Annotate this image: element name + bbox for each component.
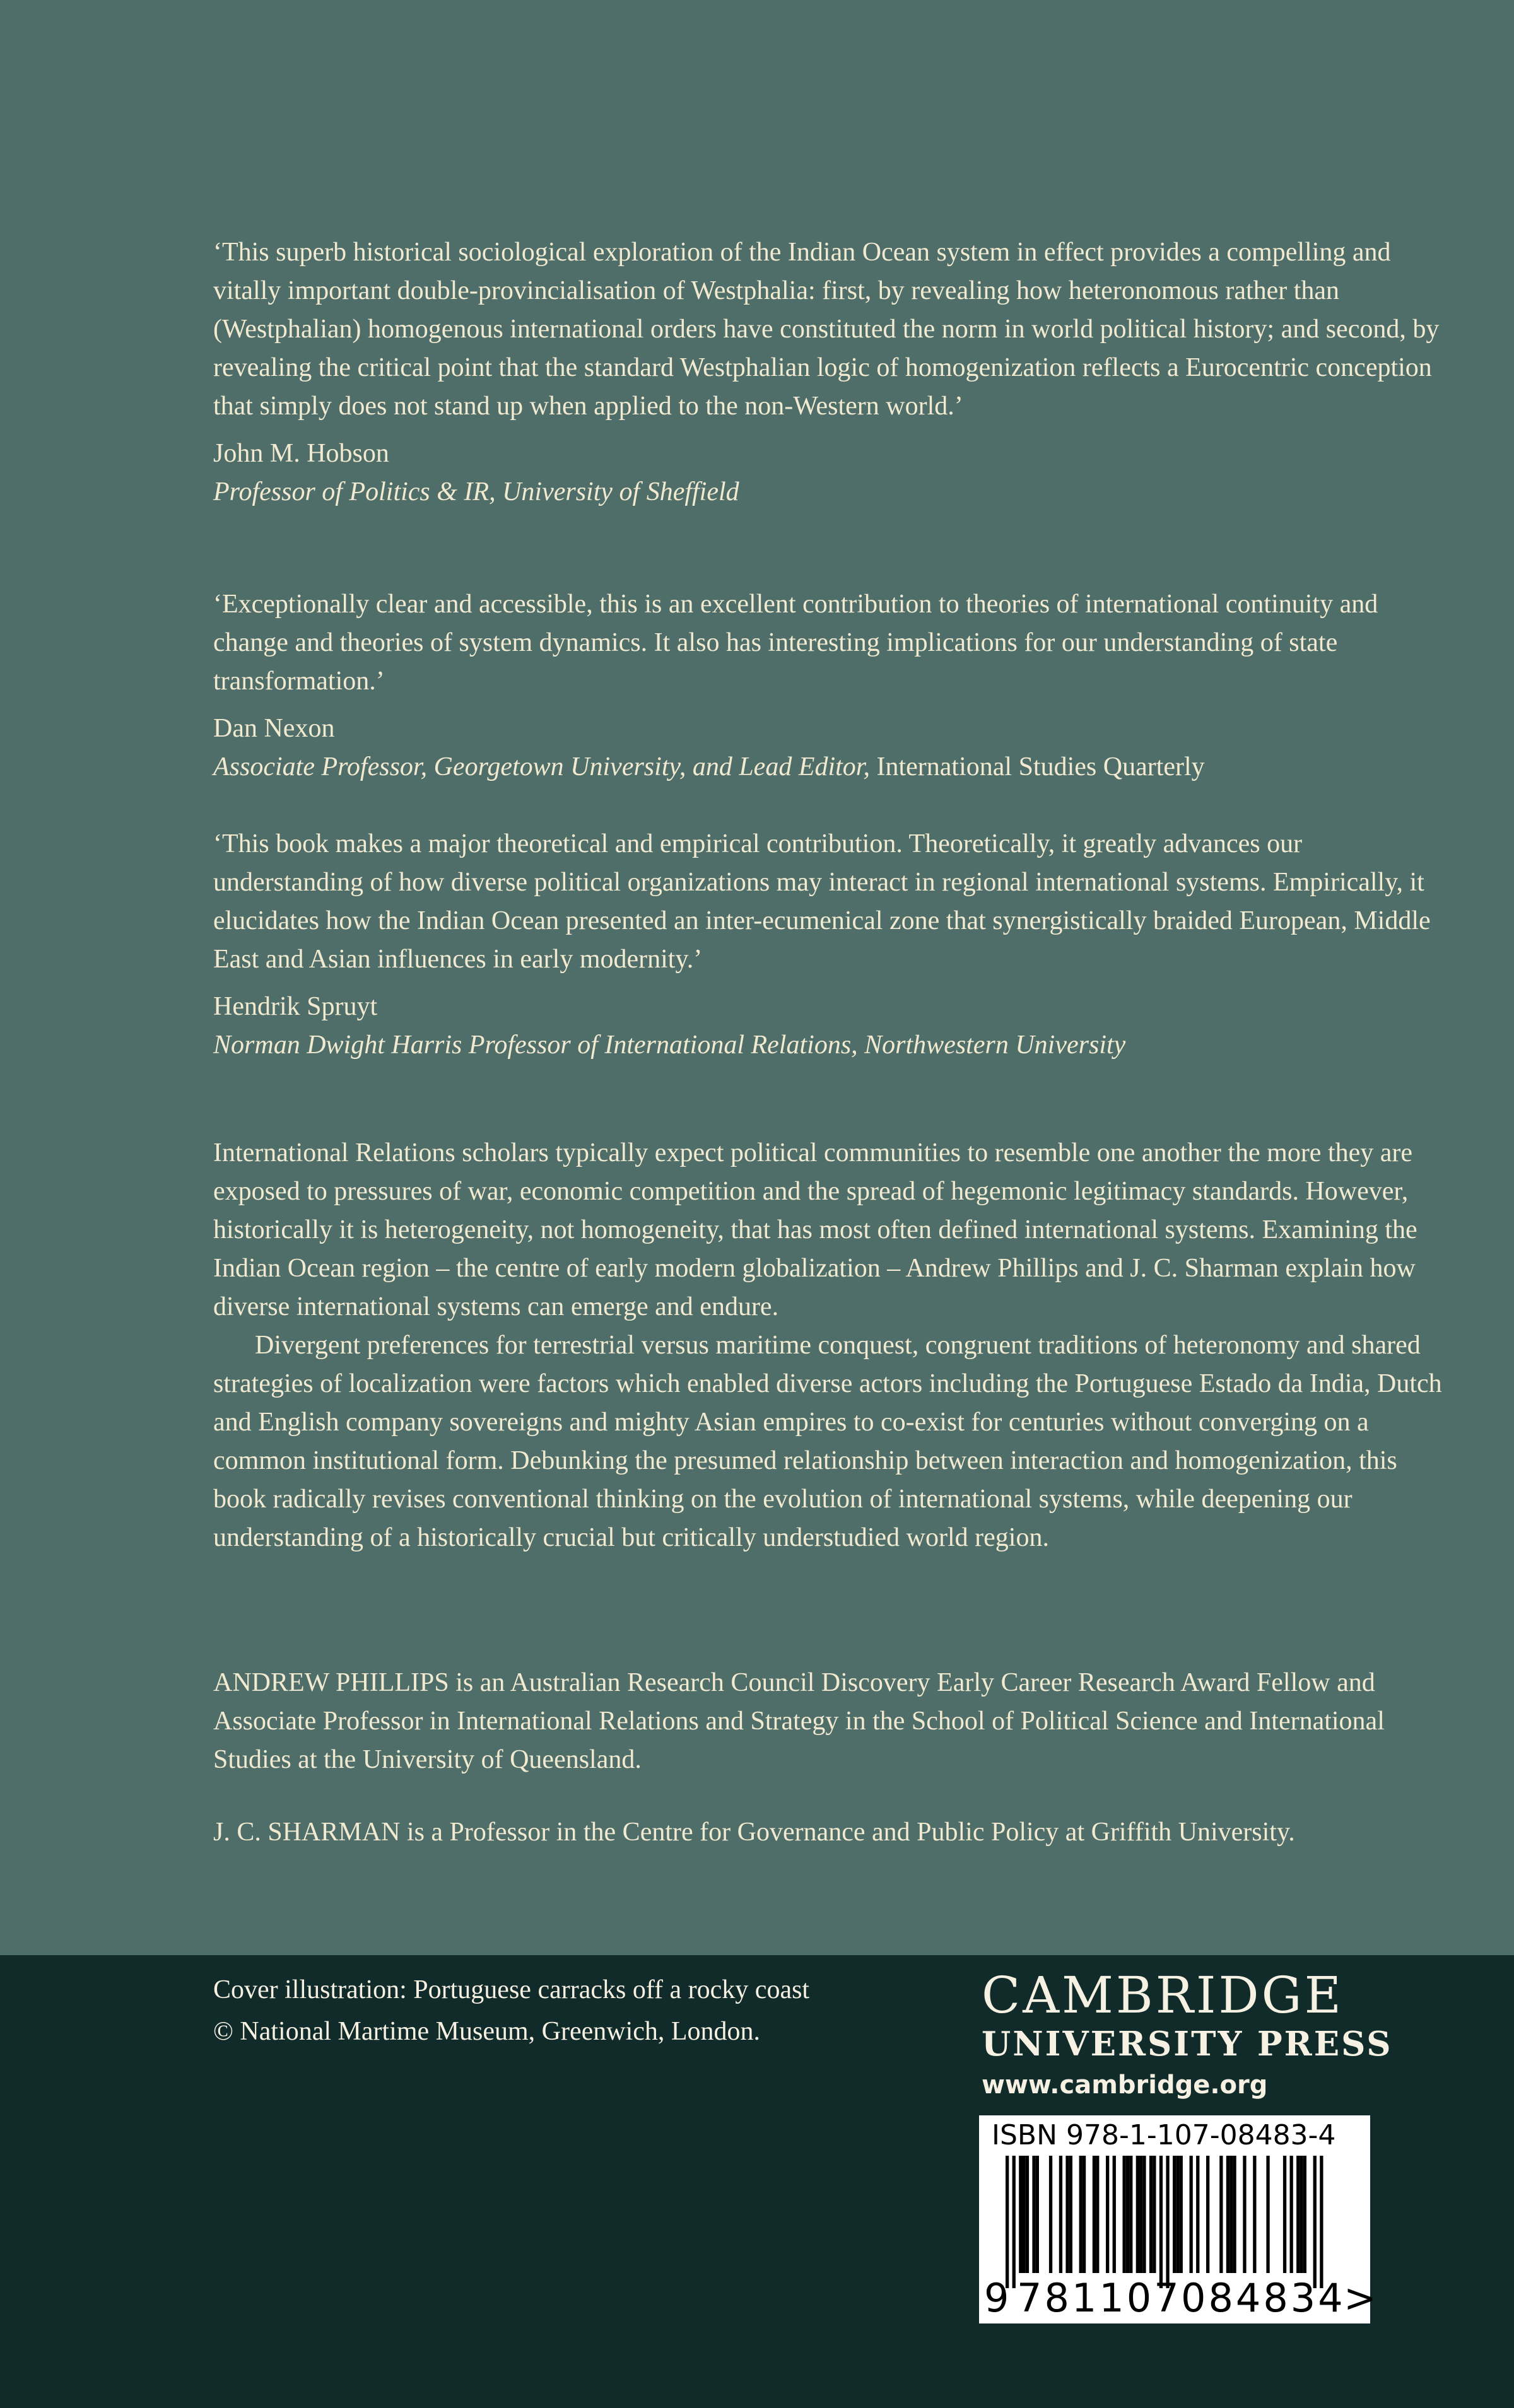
barcode-bar [1049,2156,1052,2273]
barcode-bar [1065,2156,1069,2273]
isbn-barcode [979,2115,1376,2323]
barcode-bar [1296,2156,1300,2273]
barcode-bar [1123,2156,1126,2273]
barcode-bar [1142,2156,1146,2273]
isbn-label: ISBN 978-1-107-08483-4 [992,2119,1336,2151]
barcode-bar [1136,2156,1139,2273]
barcode-lead-digit: 9 [984,2275,1009,2321]
review-quote: ‘Exceptionally clear and accessible, this is an excellent contribution to theories of international continuity and change and theories of system dynamics. It also has interesting implications for our understanding of state transformation.’ [213,590,1378,696]
barcode-bar [1190,2156,1193,2273]
publisher-subtitle: UNIVERSITY PRESS [982,2025,1393,2064]
cover-illustration-credit: Cover illustration: Portuguese carracks off a rocky coast © National Martime Museum, Greenwich, London. [213,1975,810,2046]
author-bio-phillips: ANDREW PHILLIPS is an Australian Research Council Discovery Early Career Research Award Fellow and Associate Professor in International Relations and Strategy in the School of Political Science and International Studies at the University of Queensland. [213,1668,1385,1774]
reviewer-name: Dan Nexon [213,714,335,743]
barcode-bar [1139,2156,1142,2273]
barcode-bar [1113,2156,1116,2273]
barcode-bar [1303,2156,1306,2273]
review-hobson [213,233,1443,511]
reviewer-affiliation: Norman Dwight Harris Professor of International Relations, Northwestern University [213,1031,1126,1060]
review-quote: ‘This book makes a major theoretical and empirical contribution. Theoretically, it greatly advances our understanding of how diverse political organizations may interact in regional international systems. Empirically, it elucidates how the Indian Ocean presented an inter-ecumenical zone that synergistically braided European, Middle East and Asian influences in early modernity.’ [213,829,1431,974]
barcode-digits [979,2275,1376,2321]
description-paragraph: Divergent preferences for terrestrial versus maritime conquest, congruent traditions of heteronomy and shared strategies of localization were factors which enabled diverse actors including the Portuguese Estado da India, Dutch and English company sovereigns and mighty Asian empires to co-exist for centuries without converging on a common institutional form. Debunking the presumed relationship between interaction and homogenization, this book radically revises conventional thinking on the evolution of international systems, while deepening our understanding of a historically crucial but critically understudied world region. [213,1331,1442,1552]
author-bio-sharman: J. C. SHARMAN is a Professor in the Centre for Governance and Public Policy at Griffith University. [213,1818,1295,1847]
barcode-bar [1006,2156,1009,2288]
barcode-bar [1026,2156,1029,2273]
barcode-bar [1243,2156,1246,2273]
barcode-bar [1320,2156,1323,2288]
barcode-bar [1059,2156,1062,2273]
publisher-logo [982,1967,1393,2103]
barcode-bar [1159,2156,1163,2288]
barcode-bar [1012,2156,1016,2288]
barcode-bar [1023,2156,1026,2273]
barcode-bar [1196,2156,1199,2273]
reviewer-name: Hendrik Spruyt [213,992,378,1021]
barcode-bar [1229,2156,1233,2273]
barcode-bar [1149,2156,1153,2273]
review-nexon [213,585,1443,786]
barcode-bar [1313,2156,1317,2288]
barcode-bar [1233,2156,1236,2273]
reviewer-affiliation: Professor of Politics & IR, University of Sheffield [213,477,739,506]
barcode-bar [1173,2156,1176,2273]
barcode-bar [1079,2156,1083,2273]
barcode-bar [1266,2156,1269,2273]
review-spruyt [213,825,1443,1065]
barcode-bar [1206,2156,1209,2273]
publisher-url: www.cambridge.org [982,2071,1268,2100]
barcode-bar [1096,2156,1099,2273]
barcode-bar [1069,2156,1072,2273]
barcode-bar [1166,2156,1169,2288]
barcode-bar [1283,2156,1286,2273]
barcode-left-digits: 781107 [1017,2275,1182,2321]
barcode-bar [1083,2156,1086,2273]
barcode-bar [1106,2156,1109,2273]
barcode-bar [1300,2156,1303,2273]
publisher-name: CAMBRIDGE [982,1966,1344,2025]
barcode-bar [1226,2156,1229,2273]
barcode-bar [1290,2156,1293,2273]
review-quote: ‘This superb historical sociological exploration of the Indian Ocean system in effect provides a compelling and vitally important double-provincialisation of Westphalia: first, by revealing how heteronomous rather than (Westphalian) homogenous international orders have constituted the norm in world political history; and second, by revealing the critical point that the standard Westphalian logic of homogenization reflects a Eurocentric conception that simply does not stand up when applied to the non-Western world.’ [213,238,1440,421]
barcode-bar [1019,2156,1022,2273]
barcode-bar [1032,2156,1035,2273]
description-paragraph: International Relations scholars typically expect political communities to resemble one another the more they are exposed to pressures of war, economic competition and the spread of hegemonic legitimacy standards. However, historically it is heterogeneity, not homogeneity, that has most often defined international systems. Examining the Indian Ocean region – the centre of early modern globalization – Andrew Phillips and J. C. Sharman explain how diverse international systems can emerge and endure. [213,1138,1417,1321]
barcode-bars [1006,2156,1346,2288]
barcode-bar [1153,2156,1156,2273]
barcode-bar [1176,2156,1179,2273]
barcode-bar [1126,2156,1129,2273]
barcode-bar [1093,2156,1096,2273]
barcode-bar [1219,2156,1223,2273]
barcode-bar [1036,2156,1039,2273]
book-description [213,1134,1443,1557]
barcode-bar [1129,2156,1132,2273]
barcode-right-digits: 084834 [1181,2275,1346,2321]
barcode-bar [1253,2156,1256,2273]
reviewer-affiliation: Associate Professor, Georgetown University, and Lead Editor, International Studies Quarterly [213,752,1205,781]
barcode-bar [1180,2156,1183,2273]
barcode-quiet-zone-mark: > [1344,2275,1376,2321]
reviewer-name: John M. Hobson [213,439,389,468]
